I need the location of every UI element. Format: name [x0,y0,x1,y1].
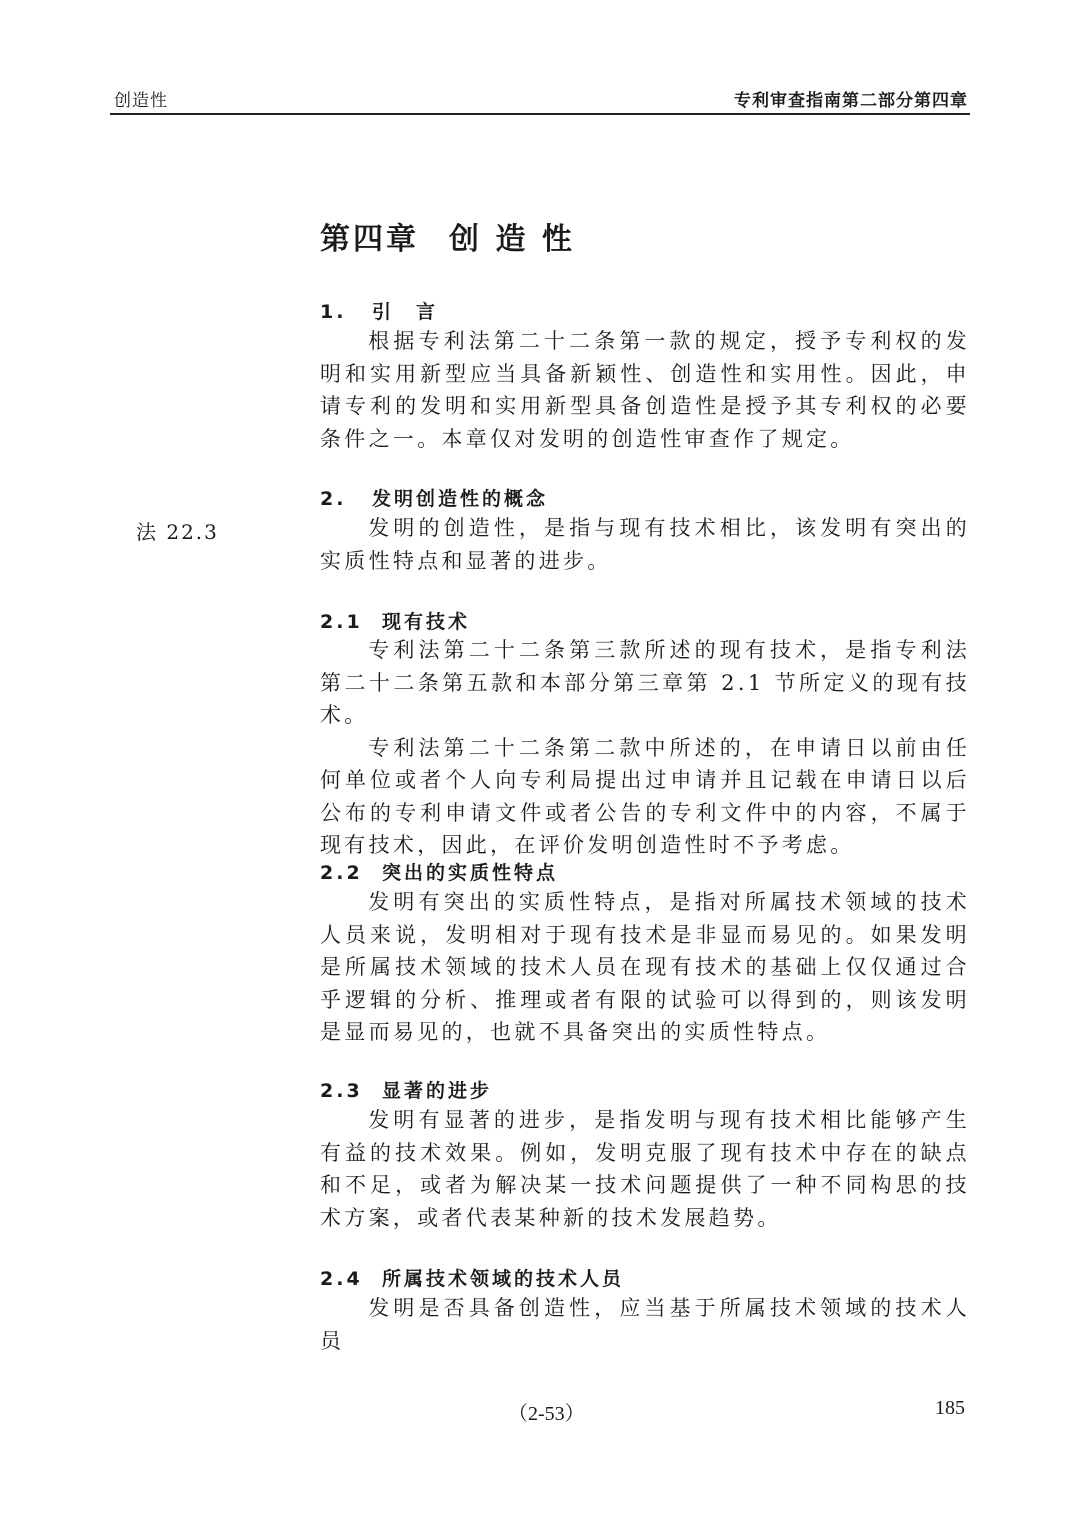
section-body-2-4 [320,1292,970,1357]
section-number: 2.2 [320,862,363,884]
footer-page-number: 185 [935,1397,965,1419]
chapter-title [320,214,575,258]
paragraph: 根据专利法第二十二条第一款的规定，授予专利权的发明和实用新型应当具备新颖性、创造性和实用性。因此，申请专利的发明和实用新型具备创造性是授予其专利权的必要条件之一。本章仅对发明的创造性审查作了规定。 [320,329,970,451]
section-body-2-1 [320,634,970,862]
page-header-left: 创造性 [114,91,168,111]
section-number: 2.1 [320,611,363,633]
paragraph: 发明的创造性，是指与现有技术相比，该发明有突出的实质性特点和显著的进步。 [320,516,970,573]
section-title: 现有技术 [382,611,471,633]
section-heading-2-2 [320,858,970,885]
section-number: 2.3 [320,1080,363,1102]
paragraph: 专利法第二十二条第三款所述的现有技术，是指专利法第二十二条第五款和本部分第三章第 2.1 节所定义的现有技术。 [320,638,970,727]
section-title: 发明创造性的概念 [372,488,549,510]
section-heading-1 [320,297,970,324]
section-number: 2.4 [320,1268,363,1290]
section-title: 所属技术领域的技术人员 [382,1268,625,1290]
section-heading-2-4 [320,1264,970,1291]
section-number: 1. [320,301,347,323]
section-body-2-3 [320,1104,970,1234]
paragraph: 发明有突出的实质性特点，是指对所属技术领域的技术人员来说，发明相对于现有技术是非显而易见的。如果发明是所属技术领域的技术人员在现有技术的基础上仅仅通过合乎逻辑的分析、推理或者有限的试验可以得到的，则该发明是显而易见的，也就不具备突出的实质性特点。 [320,890,970,1044]
paragraph: 专利法第二十二条第二款中所述的，在申请日以前由任何单位或者个人向专利局提出过申请并且记载在申请日以后公布的专利申请文件或者公告的专利文件中的内容，不属于现有技术，因此，在评价发明创造性时不予考虑。 [320,735,970,857]
section-body-2 [320,512,970,577]
margin-note-law: 法 22.3 [136,520,219,544]
paragraph: 发明有显著的进步，是指发明与现有技术相比能够产生有益的技术效果。例如，发明克服了现有技术中存在的缺点和不足，或者为解决某一技术问题提供了一种不同构思的技术方案，或者代表某种新的技术发展趋势。 [320,1108,970,1230]
section-heading-2 [320,484,970,511]
section-body-2-2 [320,886,970,1049]
section-title: 突出的实质性特点 [382,862,559,884]
header-rule [110,113,970,115]
section-title: 引 言 [372,301,439,323]
footer-page-ref: （2-53） [508,1403,585,1425]
paragraph: 发明是否具备创造性，应当基于所属技术领域的技术人员 [320,1296,970,1353]
section-heading-2-3 [320,1076,970,1103]
section-number: 2. [320,488,347,510]
chapter-number: 第四章 [320,222,419,257]
chapter-name: 创 造 性 [449,222,575,257]
section-title: 显著的进步 [382,1080,493,1102]
section-body-1 [320,325,970,455]
section-heading-2-1 [320,607,970,634]
page-header-right: 专利审查指南第二部分第四章 [734,91,968,111]
